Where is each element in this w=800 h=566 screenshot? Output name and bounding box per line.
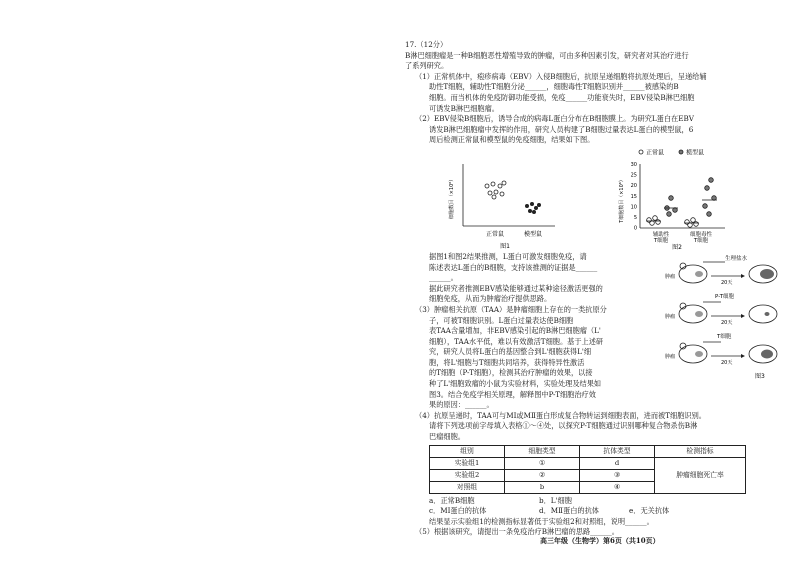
legend-model-marker <box>679 150 683 154</box>
fig2-caption: 图2 <box>672 243 682 250</box>
table-header: 检测指标 <box>655 445 746 457</box>
fig2-ytick: 0 <box>633 225 637 232</box>
fig3-caption: 图3 <box>755 372 765 380</box>
intro-line-1: B淋巴细胞瘤是一种B细胞恶性增殖导致的肿瘤，可由多种因素引发，研究者对其治疗进行 <box>405 50 689 60</box>
experiment-table <box>429 445 746 494</box>
table-cell: ② <box>505 469 580 481</box>
p1-line-3: 细胞。而当机体的免疫防御功能受损，免疫______功能衰失时，EBV侵染B淋巴细胞 <box>429 92 695 102</box>
fig2-ylabel: T细胞数目（×10⁶） <box>619 177 625 223</box>
fig1-cat-normal: 正常鼠 <box>485 230 505 238</box>
option-b: b．L'细胞 <box>539 495 572 505</box>
fig2-ytick: 25 <box>630 172 637 179</box>
fig2-ytick: 20 <box>630 183 637 190</box>
fig3-days-2: 20天 <box>721 319 733 326</box>
p2-line-1: （2）EBV侵染B细胞后，诱导合成的病毒L蛋白分布在B细胞膜上。为研究L蛋白在EBV <box>415 114 694 124</box>
fig2-ytick: 10 <box>630 204 637 211</box>
p3-line-3: 表TAA含量增加，非EBV感染引起的B淋巴细胞瘤（L' <box>429 326 601 336</box>
tumor-icon <box>695 311 703 317</box>
option-d: d．MⅡ蛋白的抗体 <box>539 506 599 516</box>
tumor-icon <box>760 269 774 279</box>
p2-line-3: 周后检测正常鼠和模型鼠的免疫细胞，结果如下图。 <box>429 135 595 145</box>
question-header: 17.（12分） <box>405 40 448 49</box>
p3-line-5: 究，研究人员将L蛋白的基因整合到L'细胞获得L'细 <box>429 347 592 357</box>
figure-1 <box>448 164 555 250</box>
figure-1-2-svg <box>405 148 783 250</box>
legend-normal-marker <box>639 150 643 154</box>
question-17 <box>405 40 783 538</box>
table-header: 抗体类型 <box>580 445 655 457</box>
option-e: e．无关抗体 <box>629 506 670 516</box>
table-cell: b <box>505 481 580 493</box>
options-row-2 <box>405 506 783 517</box>
fig3-row-t <box>665 332 777 366</box>
fig3-label-saline: 生理盐水 <box>725 255 748 262</box>
options-row-1 <box>405 496 783 507</box>
option-a: a．正常B细胞 <box>429 495 475 505</box>
fig1-cat-model: 模型鼠 <box>523 230 543 238</box>
p2b-line-3: ______。 <box>429 273 458 283</box>
table-cell: d <box>580 457 655 469</box>
fig2-group1-points <box>646 196 678 226</box>
p3-line-4: 细胞），TAA水平低，难以有效激活T细胞。基于上述研 <box>429 336 604 346</box>
fig2-cat2-line2: T细胞 <box>693 237 709 244</box>
table-header-row <box>430 445 746 457</box>
fig1-caption: 图1 <box>500 242 510 250</box>
figure-1-2 <box>405 148 783 250</box>
table-header: 组别 <box>430 445 505 457</box>
fig3-tumor-2: 肿瘤 <box>665 313 676 320</box>
fig2-cat1-line1: 辅助性 <box>652 231 670 238</box>
tumor-icon <box>695 271 703 277</box>
table-cell: 实验组2 <box>430 469 505 481</box>
fig2-cat1-line2: T细胞 <box>653 237 669 244</box>
tumor-icon <box>765 312 770 316</box>
p3-line-1: （3）肿瘤相关抗原（TAA）是肿瘤细胞上存在的一类抗原分 <box>415 304 607 314</box>
fig2-ytick: 30 <box>630 161 637 168</box>
p2-line-2: 诱发B淋巴细胞瘤中发挥的作用，研究人员构建了B细胞过量表达L蛋白的模型鼠，6 <box>429 124 694 134</box>
page-footer: 高三年级（生物学）第6页（共10页） <box>540 536 660 545</box>
fig2-group2-points <box>684 178 717 228</box>
p3-line-9: 图3。结合免疫学相关原理，解释图中P-T细胞治疗效 <box>429 389 596 399</box>
fig3-row-saline <box>665 254 777 286</box>
p3-line-2: 子，可被T细胞识别。L蛋白过量表达使B细胞 <box>429 315 574 325</box>
fig3-days-3: 20天 <box>721 359 733 366</box>
fig2-yticks <box>631 162 637 232</box>
p5-line: （5）根据该研究，请提出一条免疫治疗B淋巴瘤的思路______。 <box>415 527 619 537</box>
option-c: c．MⅠ蛋白的抗体 <box>429 506 487 516</box>
fig2-cat2-line1: 细胞毒性 <box>689 231 713 238</box>
fig1-ylabel: 细胞数目（×10⁶） <box>449 176 455 220</box>
fig3-row-pt <box>665 292 777 326</box>
legend-normal: 正常鼠 <box>646 149 665 157</box>
table-cell: 实验组1 <box>430 457 505 469</box>
table-cell: ③ <box>580 469 655 481</box>
p4b-line: 结果显示实验组1的检测指标显著低于实验组2和对照组，说明______。 <box>429 516 654 526</box>
mouse-icon <box>749 305 777 323</box>
p1-line-4: 可诱发B淋巴细胞瘤。 <box>429 103 499 113</box>
p2b-line-1: 据图1和图2结果推测，L蛋白可激发细胞免疫，请 <box>429 251 587 261</box>
table-header: 细胞类型 <box>505 445 580 457</box>
fig2-ytick: 15 <box>630 193 637 200</box>
p2b-line-2: 陈述表达L蛋白的B细胞，支持该推测的证据是______ <box>429 262 598 272</box>
figure-3 <box>663 252 783 382</box>
p4-line-2: 请将下列选项前字母填入表格①～④处，以探究P-T细胞通过识别哪种复合物杀伤B淋 <box>429 421 698 431</box>
p4-line-1: （4）抗原呈递时，TAA可与MⅠ或MⅡ蛋白形成复合物转运到细胞表面，进而被T细胞识别。 <box>415 410 706 420</box>
p3-line-10: 果的原因：______。 <box>429 400 494 410</box>
figure-2 <box>618 148 725 250</box>
fig3-label-pt: P-T细胞 <box>715 293 735 300</box>
p3-line-8: 种了L'细胞致瘤的小鼠为实验材料，实验处理及结果如 <box>429 379 602 389</box>
p2b-line-4: 据此研究者推测EBV感染能够通过某种途径激活更强的 <box>429 283 603 293</box>
legend-model: 模型鼠 <box>686 149 705 157</box>
table-cell: ④ <box>580 481 655 493</box>
fig1-model-points <box>525 202 541 214</box>
intro-line-2: 了系列研究。 <box>405 61 449 71</box>
tumor-icon <box>761 349 773 358</box>
fig1-normal-points <box>485 181 506 199</box>
fig2-ytick: 5 <box>633 214 637 221</box>
table-cell: 对照组 <box>430 481 505 493</box>
p3-line-6: 胞，将L'细胞与T细胞共同培养，获得特异性激活 <box>429 357 585 367</box>
fig3-tumor-3: 肿瘤 <box>665 353 676 360</box>
table-metric: 肿瘤细胞死亡率 <box>655 457 746 493</box>
table-cell: ① <box>505 457 580 469</box>
fig3-days-1: 20天 <box>721 279 733 286</box>
p3-line-7: 的T细胞（P-T细胞），检测其治疗肿瘤的效果，以接 <box>429 368 593 378</box>
table-row <box>430 457 746 469</box>
fig3-label-t: T细胞 <box>717 333 732 340</box>
tumor-icon <box>695 351 703 357</box>
p2b-line-5: 细胞免疫，从而为肿瘤治疗提供思路。 <box>429 294 552 304</box>
p1-line-1: （1）正常机体中，疱疹病毒（EBV）入侵B细胞后，抗原呈递细胞将抗原处理后，呈递给辅 <box>415 71 707 81</box>
p4-line-3: 巴瘤细胞。 <box>429 432 465 442</box>
p1-line-2: 助性T细胞，辅助性T细胞分泌______，细胞毒性T细胞识别并______被感染的B <box>429 82 679 92</box>
fig3-tumor-1: 肿瘤 <box>665 273 676 280</box>
section-2b-3 <box>405 252 783 411</box>
